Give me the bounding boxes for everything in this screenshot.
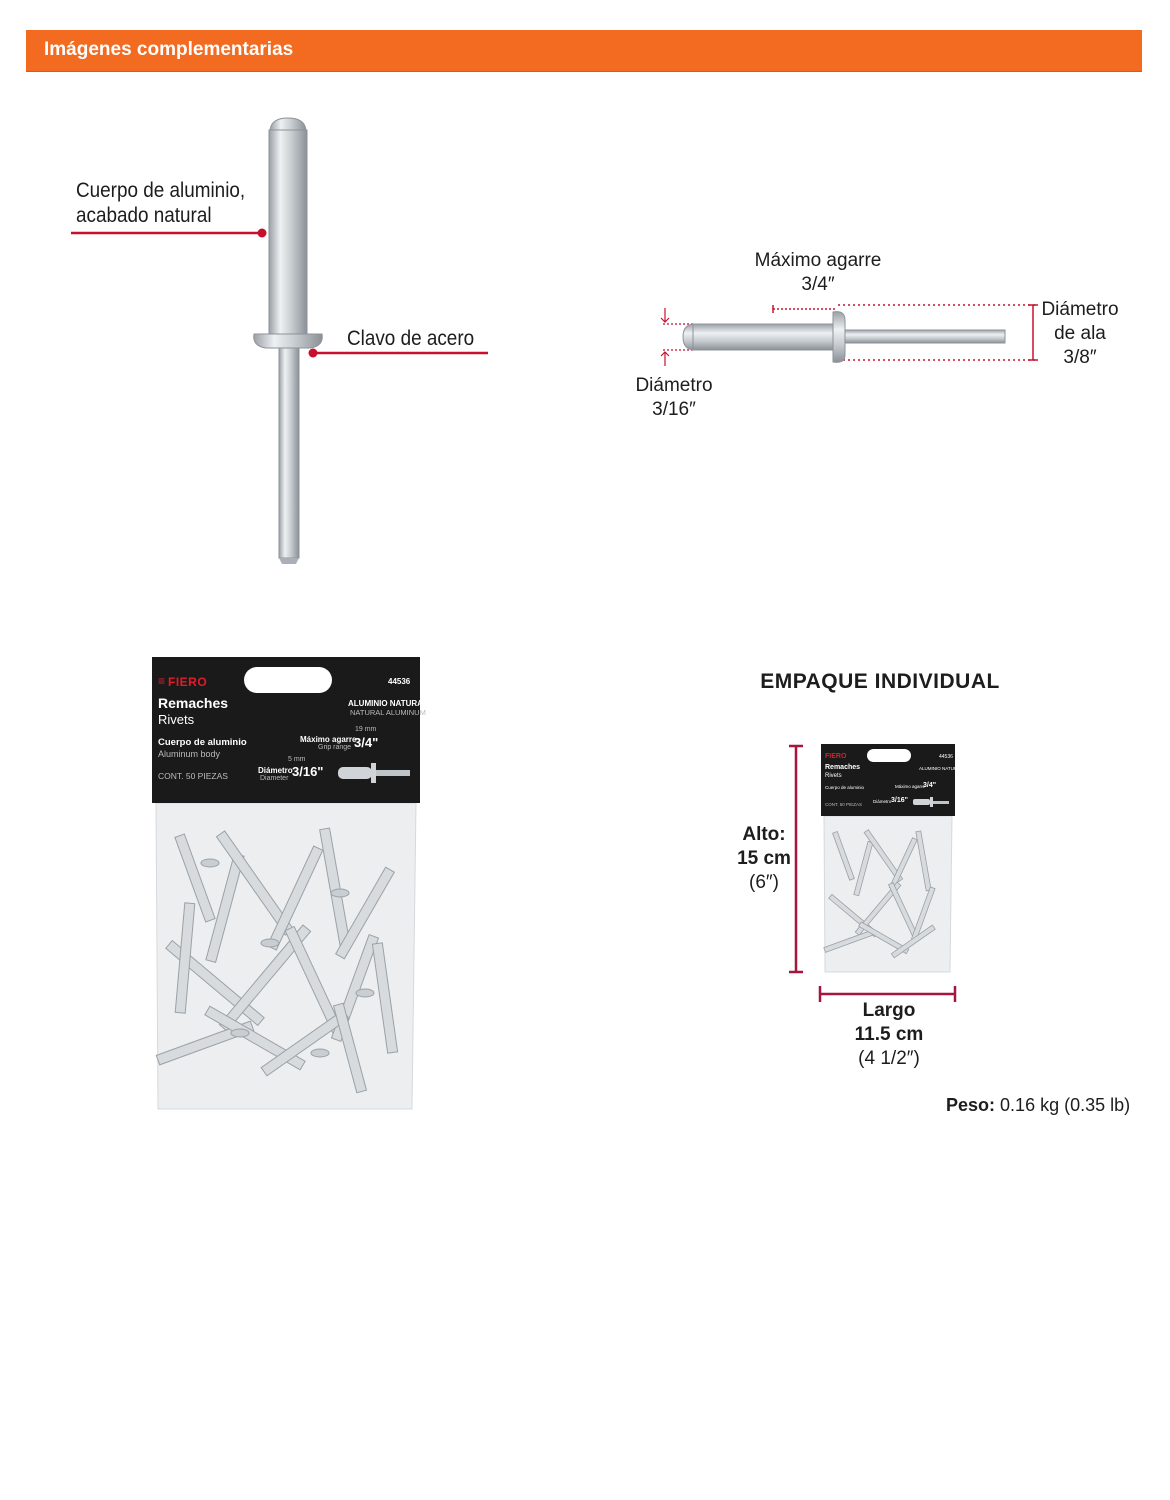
individual-pack-title: EMPAQUE INDIVIDUAL bbox=[760, 670, 1000, 693]
rivets-bag bbox=[150, 803, 422, 1115]
thumb-brand: FIERO bbox=[825, 753, 847, 760]
callout-body-line1: Cuerpo de aluminio, bbox=[76, 179, 246, 202]
grip-mm: 19 mm bbox=[355, 726, 377, 733]
thumb-code: 44536 bbox=[939, 754, 953, 760]
callout-body-line2: acabado natural bbox=[76, 204, 212, 227]
grip-value: 3/4″ bbox=[801, 274, 835, 295]
flange-value: 3/8″ bbox=[1063, 347, 1097, 368]
height-in: (6″) bbox=[749, 872, 779, 893]
hang-hole bbox=[244, 667, 332, 693]
diameter-label: Diámetro bbox=[635, 375, 713, 396]
diameter-value: 3/16″ bbox=[652, 399, 696, 420]
pkg-rivet-icon bbox=[334, 761, 414, 785]
callout-mandrel: Clavo de acero bbox=[347, 327, 475, 350]
thumb-contents: CONT. 50 PIEZAS bbox=[825, 802, 863, 807]
section-header bbox=[26, 30, 1142, 72]
section-title: Imágenes complementarias bbox=[44, 39, 294, 60]
grip-es: Máximo agarre bbox=[300, 735, 357, 744]
length-label: Largo bbox=[862, 1000, 916, 1021]
weight-value: 0.16 kg (0.35 lb) bbox=[1000, 1095, 1131, 1115]
diam-value-pkg: 3/16" bbox=[292, 764, 324, 779]
material-es: ALUMINIO NATURAL bbox=[348, 699, 428, 708]
thumb-name-es: Remaches bbox=[825, 764, 861, 771]
product-name-en: Rivets bbox=[158, 712, 195, 727]
flange-label-1: Diámetro bbox=[1041, 299, 1119, 320]
weight-label: Peso: bbox=[946, 1095, 996, 1115]
thumb-grip-es: Máximo agarre bbox=[895, 784, 926, 789]
callout-body-line bbox=[70, 226, 270, 240]
thumb-hang-hole bbox=[867, 749, 911, 762]
thumb-body-es: Cuerpo de aluminio bbox=[825, 785, 865, 790]
thumb-diam-es: Diámetro bbox=[873, 799, 892, 804]
diam-en: Diameter bbox=[260, 775, 289, 782]
body-es: Cuerpo de aluminio bbox=[158, 737, 247, 748]
length-in: (4 1/2″) bbox=[858, 1048, 920, 1069]
rivet-dimension-diagram bbox=[655, 300, 1045, 370]
brand-logo: FIERO bbox=[168, 675, 208, 689]
thumb-material-es: ALUMINIO NATURAL bbox=[919, 766, 963, 771]
thumb-name-en: Rivets bbox=[825, 773, 842, 779]
brand-logo-mark: ≡ bbox=[158, 674, 166, 688]
package-card bbox=[152, 657, 428, 803]
body-en: Aluminum body bbox=[158, 749, 221, 759]
contents: CONT. 50 PIEZAS bbox=[158, 771, 228, 781]
diam-es: Diámetro bbox=[258, 766, 293, 775]
flange-label-2: de ala bbox=[1054, 323, 1106, 344]
grip-en: Grip range bbox=[318, 744, 352, 751]
pack-thumb-bag bbox=[821, 816, 955, 976]
thumb-grip-value: 3/4" bbox=[923, 782, 937, 789]
diam-mm: 5 mm bbox=[288, 756, 306, 763]
weight-row bbox=[946, 1095, 1130, 1116]
rivet-image bbox=[240, 110, 350, 570]
thumb-diam-value: 3/16" bbox=[891, 797, 908, 804]
callout-mandrel-line bbox=[306, 346, 490, 360]
pack-thumb-card bbox=[821, 744, 963, 816]
grip-label: Máximo agarre bbox=[754, 250, 882, 271]
grip-value-pkg: 3/4" bbox=[354, 735, 379, 750]
height-cm: 15 cm bbox=[737, 848, 791, 869]
product-name-es: Remaches bbox=[158, 695, 229, 711]
thumb-rivet-icon bbox=[911, 796, 951, 808]
product-code: 44536 bbox=[388, 677, 411, 686]
length-cm: 11.5 cm bbox=[854, 1024, 924, 1045]
height-label: Alto: bbox=[742, 824, 786, 845]
material-en: NATURAL ALUMINUM bbox=[350, 708, 426, 717]
